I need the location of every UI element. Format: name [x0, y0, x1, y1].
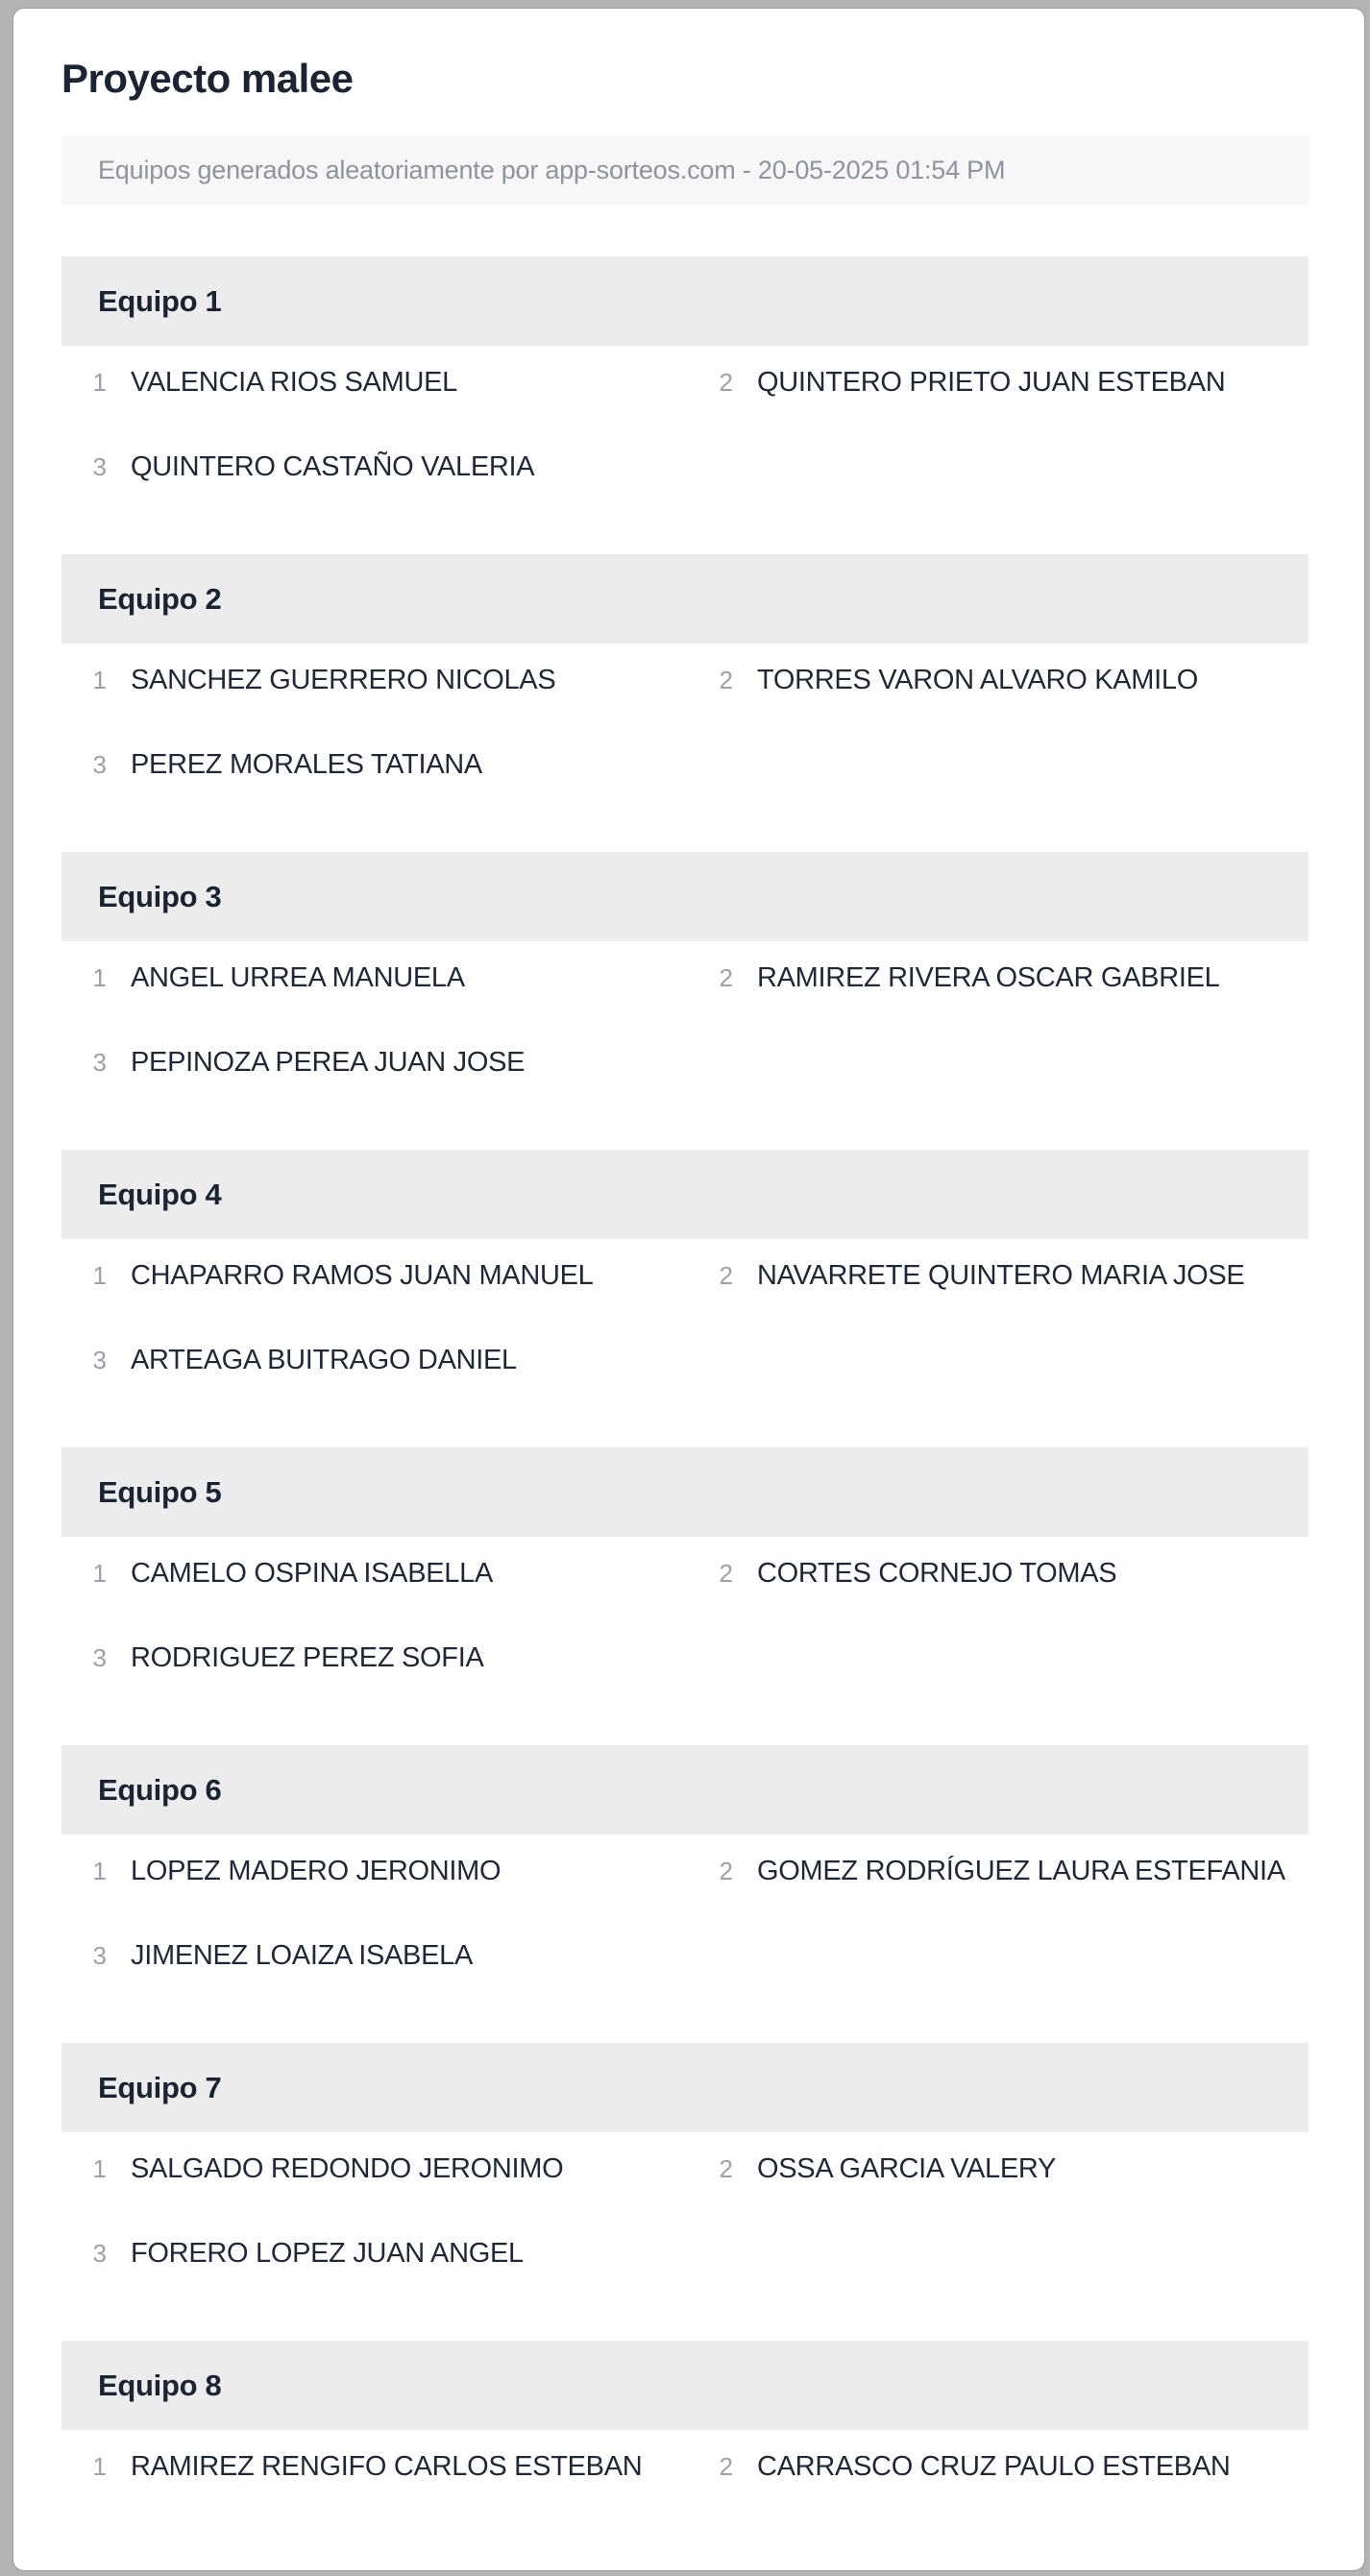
member-row: [688, 1249, 1309, 1302]
member-row: [61, 1249, 688, 1302]
member-name: VALENCIA RIOS SAMUEL: [131, 366, 457, 398]
member-name: CORTES CORNEJO TOMAS: [757, 1557, 1117, 1589]
member-name: CAMELO OSPINA ISABELLA: [131, 1557, 493, 1589]
member-row: [61, 1333, 688, 1387]
team-header: [61, 1150, 1309, 1239]
team-members: [61, 2132, 1309, 2280]
member-number: 2: [719, 2153, 733, 2183]
team-section: [61, 1745, 1309, 1982]
member-number: 2: [719, 367, 733, 397]
generated-by-text: Equipos generados aleatoriamente por app-sorteos.com - 20-05-2025 01:54 PM: [98, 155, 1006, 184]
team-name: Equipo 8: [98, 2368, 222, 2402]
member-row: [688, 355, 1309, 409]
member-number: 3: [92, 749, 107, 779]
member-row: [61, 355, 688, 409]
team-members: [61, 346, 1309, 494]
member-number: 2: [719, 962, 733, 992]
team-name: Equipo 1: [98, 283, 222, 318]
member-row: [61, 2142, 688, 2196]
team-section: [61, 2043, 1309, 2280]
member-number: 2: [719, 1558, 733, 1588]
member-number: 3: [92, 1345, 107, 1374]
member-name: TORRES VARON ALVARO KAMILO: [757, 664, 1199, 695]
member-row: [61, 951, 688, 1005]
team-section: [61, 1150, 1309, 1387]
member-name: SALGADO REDONDO JERONIMO: [131, 2152, 564, 2184]
member-row: [688, 1546, 1309, 1600]
team-members: [61, 1239, 1309, 1387]
member-name: PEREZ MORALES TATIANA: [131, 748, 482, 780]
member-number: 3: [92, 451, 107, 481]
subtitle-bar: [61, 135, 1309, 205]
member-name: OSSA GARCIA VALERY: [757, 2152, 1057, 2184]
team-header: [61, 852, 1309, 941]
member-name: ARTEAGA BUITRAGO DANIEL: [131, 1344, 517, 1375]
member-number: 1: [92, 2153, 107, 2183]
member-name: CHAPARRO RAMOS JUAN MANUEL: [131, 1259, 594, 1291]
member-row: [61, 1035, 688, 1089]
team-members: [61, 2430, 1309, 2493]
member-row: [688, 1844, 1309, 1898]
member-row: [688, 2440, 1309, 2493]
member-name: QUINTERO CASTAÑO VALERIA: [131, 450, 535, 482]
member-name: PEPINOZA PEREA JUAN JOSE: [131, 1046, 526, 1078]
team-section: [61, 2341, 1309, 2493]
team-header: [61, 1745, 1309, 1835]
member-row: [61, 1631, 688, 1685]
team-name: Equipo 5: [98, 1474, 222, 1509]
member-name: QUINTERO PRIETO JUAN ESTEBAN: [757, 366, 1226, 398]
team-name: Equipo 7: [98, 2070, 222, 2104]
member-row: [61, 2440, 688, 2493]
member-number: 1: [92, 1260, 107, 1290]
team-members: [61, 1537, 1309, 1685]
member-name: RODRIGUEZ PEREZ SOFIA: [131, 1641, 484, 1673]
team-members: [61, 1835, 1309, 1982]
member-number: 2: [719, 2451, 733, 2481]
member-name: NAVARRETE QUINTERO MARIA JOSE: [757, 1259, 1245, 1291]
team-name: Equipo 3: [98, 879, 222, 913]
team-members: [61, 644, 1309, 791]
team-section: [61, 1447, 1309, 1685]
member-number: 1: [92, 1558, 107, 1588]
member-row: [61, 440, 688, 494]
team-section: [61, 554, 1309, 791]
team-section: [61, 256, 1309, 494]
team-name: Equipo 2: [98, 581, 222, 616]
teams-list: [61, 256, 1309, 2493]
member-number: 3: [92, 1940, 107, 1970]
member-row: [688, 951, 1309, 1005]
member-number: 1: [92, 2451, 107, 2481]
team-header: [61, 1447, 1309, 1537]
member-name: SANCHEZ GUERRERO NICOLAS: [131, 664, 556, 695]
member-name: RAMIREZ RENGIFO CARLOS ESTEBAN: [131, 2450, 643, 2482]
team-members: [61, 941, 1309, 1089]
member-number: 2: [719, 1856, 733, 1885]
member-name: JIMENEZ LOAIZA ISABELA: [131, 1939, 474, 1971]
member-row: [61, 2226, 688, 2280]
team-name: Equipo 4: [98, 1177, 222, 1211]
member-number: 1: [92, 962, 107, 992]
document-page: [12, 8, 1365, 2571]
page-title: Proyecto malee: [61, 56, 354, 101]
team-header: [61, 256, 1309, 346]
team-header: [61, 2043, 1309, 2132]
team-section: [61, 852, 1309, 1089]
member-row: [61, 1546, 688, 1600]
member-row: [61, 738, 688, 791]
member-number: 1: [92, 665, 107, 694]
member-name: ANGEL URREA MANUELA: [131, 961, 465, 993]
member-name: CARRASCO CRUZ PAULO ESTEBAN: [757, 2450, 1231, 2482]
team-header: [61, 554, 1309, 644]
member-number: 3: [92, 2238, 107, 2268]
member-row: [688, 2142, 1309, 2196]
team-name: Equipo 6: [98, 1772, 222, 1807]
member-name: FORERO LOPEZ JUAN ANGEL: [131, 2237, 524, 2269]
member-number: 2: [719, 1260, 733, 1290]
member-number: 3: [92, 1642, 107, 1672]
member-row: [61, 1844, 688, 1898]
member-row: [688, 653, 1309, 707]
team-header: [61, 2341, 1309, 2430]
member-row: [61, 1929, 688, 1982]
member-name: GOMEZ RODRÍGUEZ LAURA ESTEFANIA: [757, 1855, 1285, 1886]
member-number: 3: [92, 1047, 107, 1077]
member-number: 2: [719, 665, 733, 694]
member-name: RAMIREZ RIVERA OSCAR GABRIEL: [757, 961, 1220, 993]
member-number: 1: [92, 1856, 107, 1885]
member-number: 1: [92, 367, 107, 397]
member-name: LOPEZ MADERO JERONIMO: [131, 1855, 502, 1886]
member-row: [61, 653, 688, 707]
